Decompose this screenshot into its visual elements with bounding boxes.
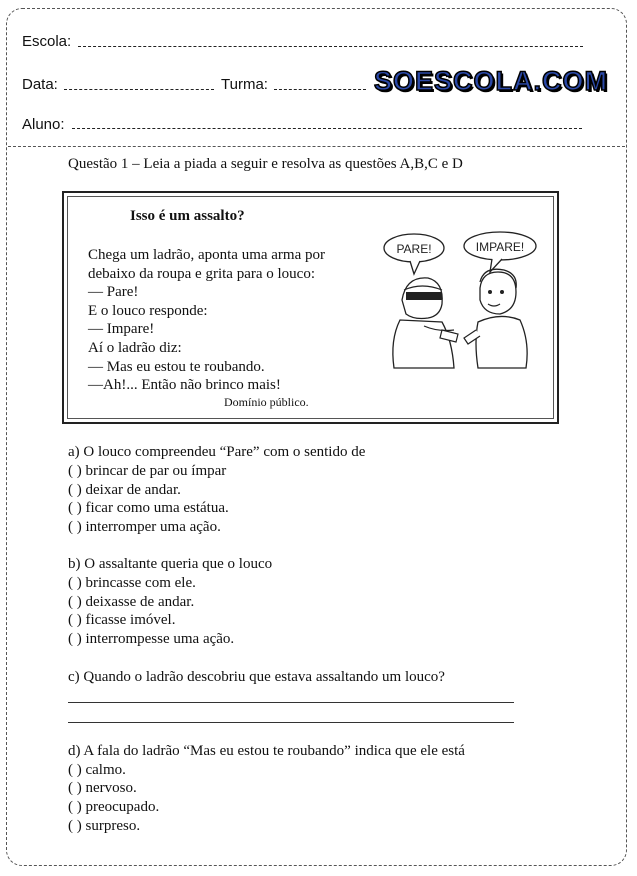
joke-line: — Mas eu estou te roubando.: [88, 358, 265, 375]
page-frame: [6, 8, 627, 866]
joke-line: E o louco responde:: [88, 302, 208, 319]
item-d-option[interactable]: ( ) preocupado.: [68, 799, 160, 815]
joke-line: — Pare!: [88, 284, 139, 301]
logo: SOESCOLA.COM: [374, 66, 609, 96]
joke-line: Chega um ladrão, aponta uma arma por: [88, 247, 325, 263]
bubble-left-text: PARE!: [396, 242, 432, 256]
question-title: Questão 1 – Leia a piada a seguir e resolva as questões A,B,C e D: [68, 156, 463, 172]
joke-credit: Domínio público.: [224, 395, 309, 409]
answer-line[interactable]: [68, 722, 514, 723]
crazy-man-figure: [464, 269, 527, 368]
item-b-option[interactable]: ( ) ficasse imóvel.: [68, 612, 176, 628]
item-a-prompt: a) O louco compreendeu “Pare” com o sentido de: [68, 444, 366, 460]
joke-title: Isso é um assalto?: [130, 208, 245, 224]
class-field[interactable]: [274, 89, 366, 90]
item-a-option[interactable]: ( ) interromper uma ação.: [68, 519, 221, 535]
school-field[interactable]: [78, 46, 583, 47]
school-label: Escola:: [22, 33, 72, 50]
joke-line: — Impare!: [88, 321, 155, 338]
item-d-option[interactable]: ( ) calmo.: [68, 762, 126, 778]
item-d-prompt: d) A fala do ladrão “Mas eu estou te roubando” indica que ele está: [68, 743, 465, 759]
item-a-option[interactable]: ( ) brincar de par ou ímpar: [68, 463, 227, 479]
item-b-option[interactable]: ( ) brincasse com ele.: [68, 575, 196, 591]
item-c-prompt: c) Quando o ladrão descobriu que estava assaltando um louco?: [68, 669, 445, 685]
item-b-option[interactable]: ( ) interrompesse uma ação.: [68, 631, 235, 647]
header-separator: [8, 146, 625, 147]
student-field[interactable]: [72, 128, 582, 129]
item-a-option[interactable]: ( ) ficar como uma estátua.: [68, 500, 229, 516]
date-field[interactable]: [64, 89, 214, 90]
cartoon-illustration: [380, 230, 540, 370]
class-label: Turma:: [221, 76, 268, 93]
item-b-option[interactable]: ( ) deixasse de andar.: [68, 594, 195, 610]
item-a-option[interactable]: ( ) deixar de andar.: [68, 482, 181, 498]
bubble-right-text: IMPARE!: [475, 240, 525, 254]
answer-line[interactable]: [68, 702, 514, 703]
joke-line: Aí o ladrão diz:: [88, 340, 182, 356]
date-label: Data:: [22, 76, 58, 93]
robber-figure: [393, 278, 458, 368]
item-d-option[interactable]: ( ) surpreso.: [68, 818, 141, 834]
student-label: Aluno:: [22, 116, 65, 133]
joke-line: —Ah!... Então não brinco mais!: [88, 377, 281, 394]
item-b-prompt: b) O assaltante queria que o louco: [68, 556, 273, 572]
item-d-option[interactable]: ( ) nervoso.: [68, 780, 137, 796]
joke-line: debaixo da roupa e grita para o louco:: [88, 265, 315, 282]
